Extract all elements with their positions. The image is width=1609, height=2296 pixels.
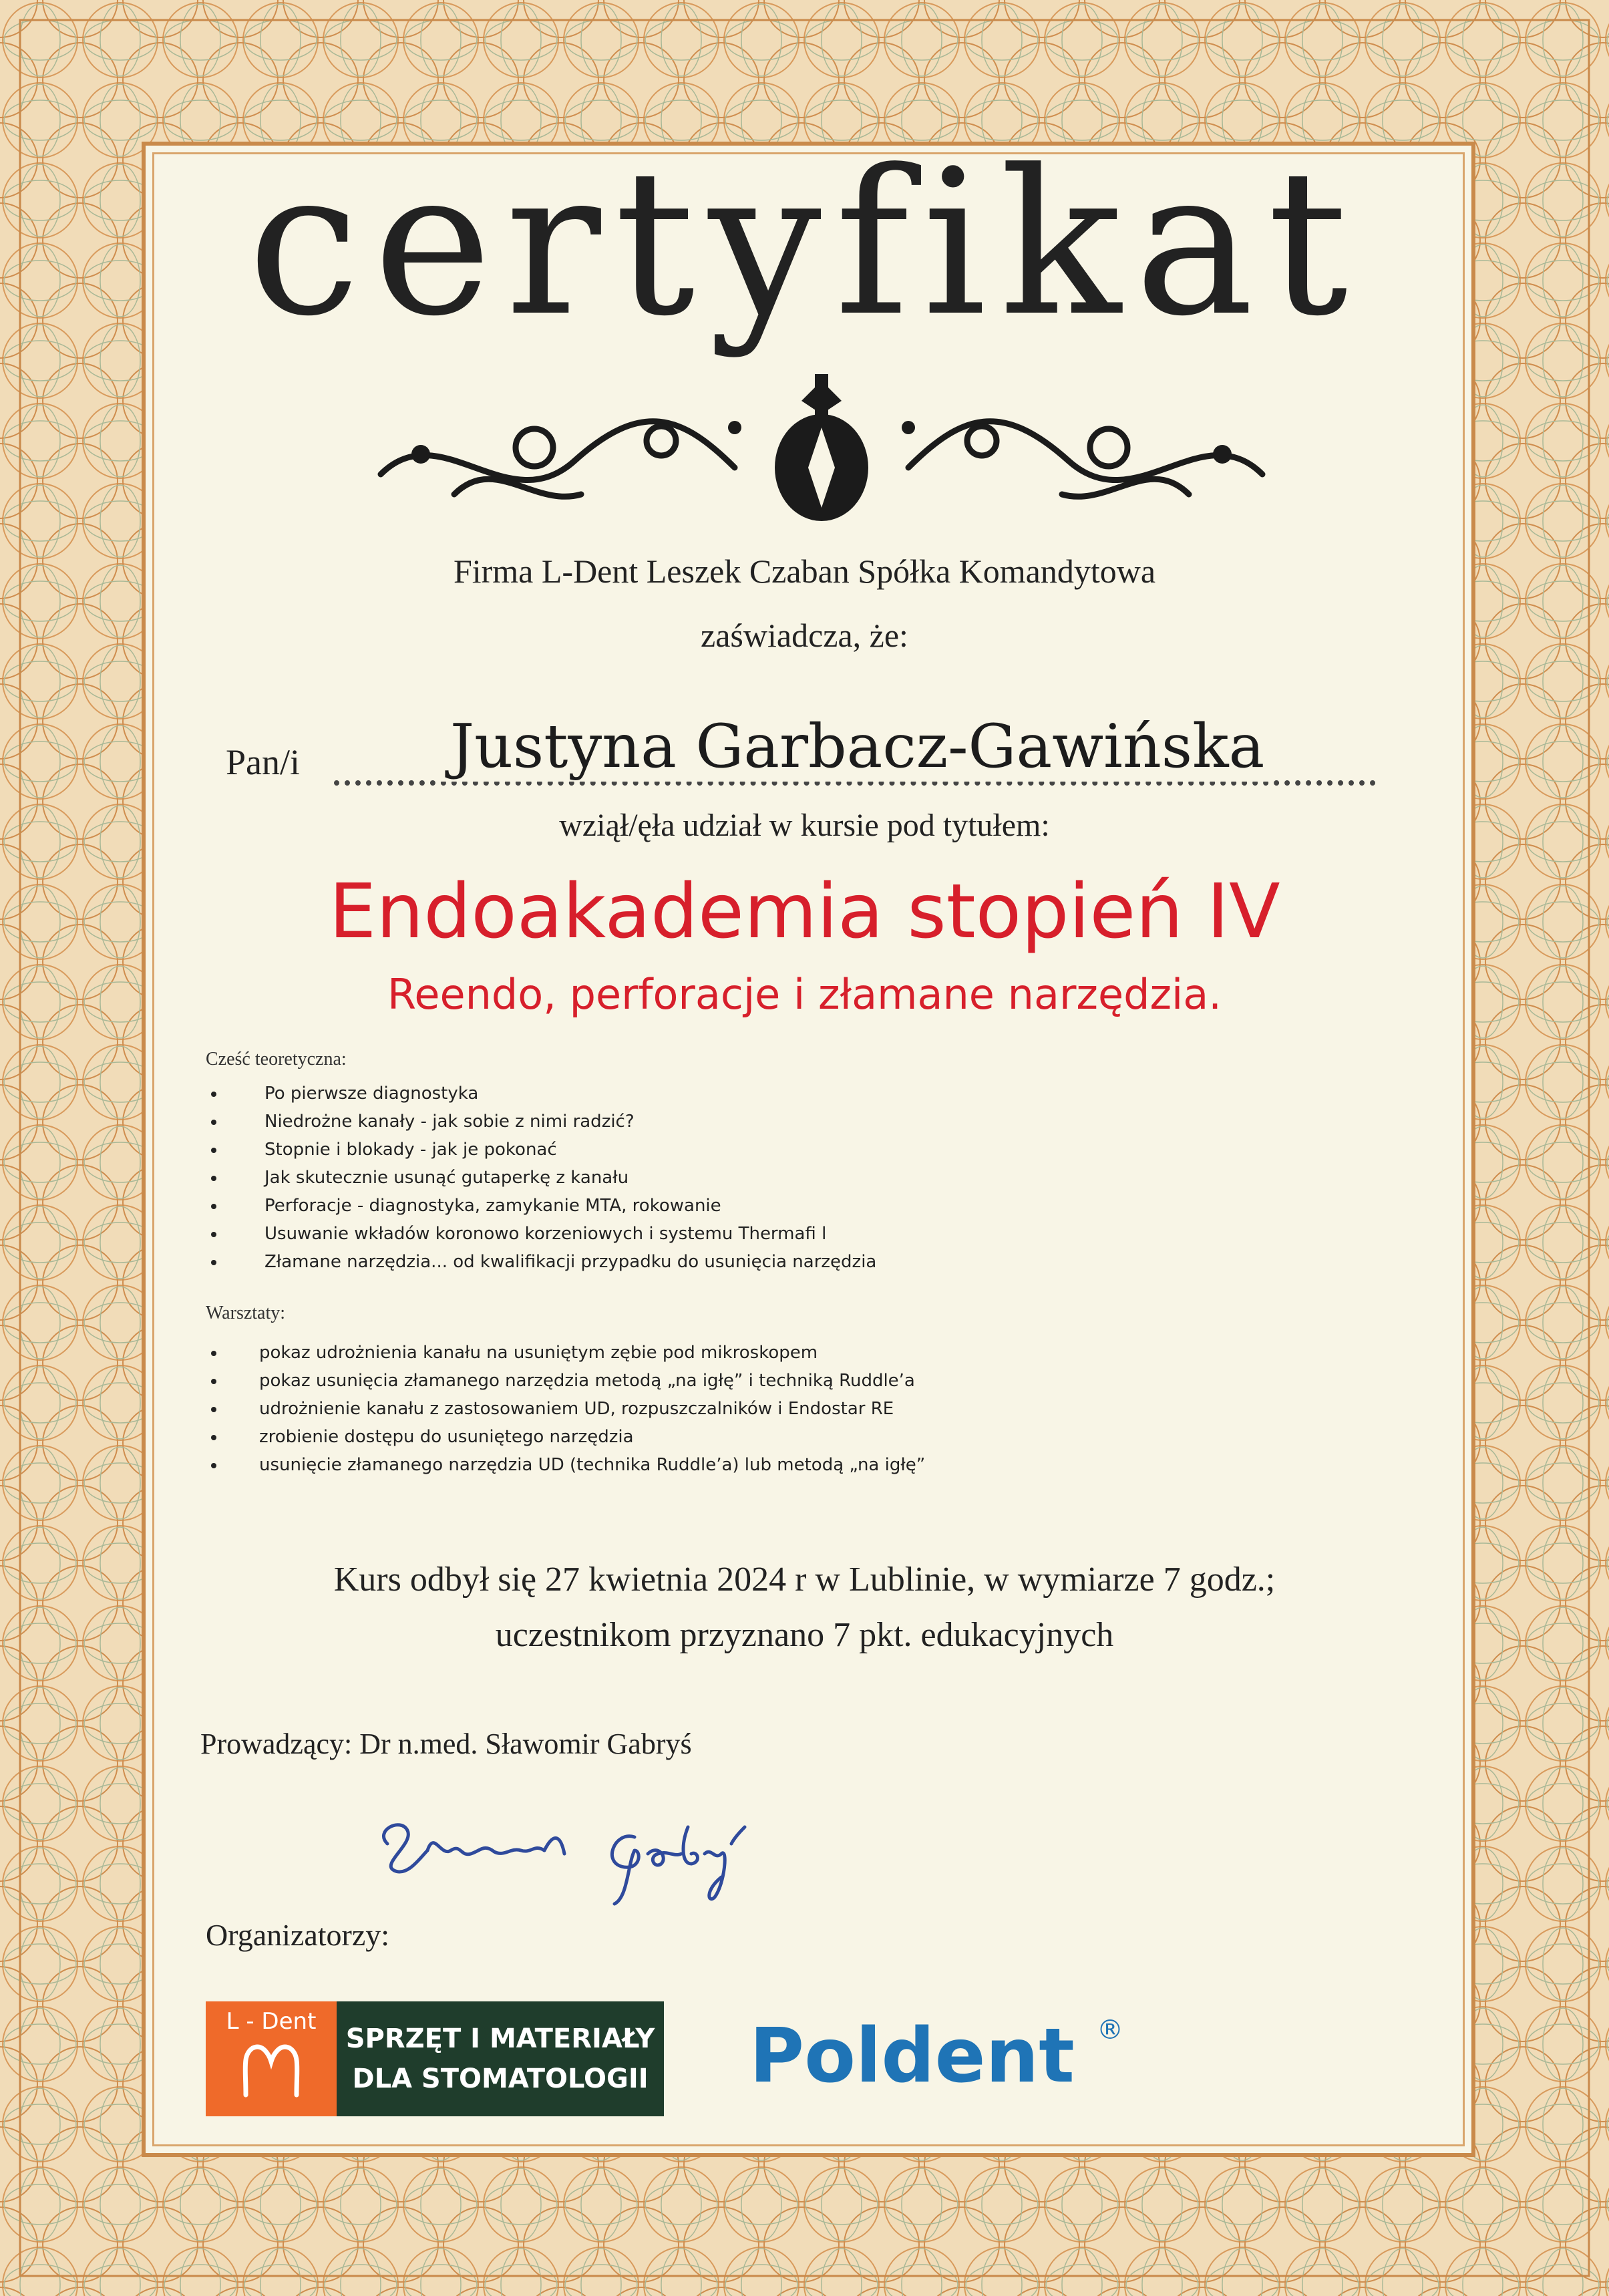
workshop-list: [206, 1339, 925, 1479]
ornament-icon: [361, 374, 1282, 528]
participated-text: wziął/ęła udział w kursie pod tytułem:: [559, 808, 1050, 843]
ldent-logo: [206, 2001, 664, 2116]
list-item: Usuwanie wkładów koronowo korzeniowych i systemu Thermafi l: [206, 1220, 876, 1248]
issuer-firm: Firma L-Dent Leszek Czaban Spółka Komandytowa: [453, 552, 1156, 590]
pan-label: Pan/i: [226, 742, 301, 782]
list-item: zrobienie dostępu do usuniętego narzędzia: [206, 1423, 925, 1451]
list-item: Niedrożne kanały - jak sobie z nimi radzić?: [206, 1108, 876, 1136]
ldent-tagline: [337, 2001, 664, 2116]
organizers-label: Organizatorzy:: [206, 1918, 390, 1952]
list-item: pokaz udrożnienia kanału na usuniętym zębie pod mikroskopem: [206, 1339, 925, 1367]
tooth-icon: [206, 2001, 337, 2116]
ldent-badge: [206, 2001, 337, 2116]
poldent-wordmark: Poldent: [749, 2013, 1075, 2094]
registered-mark: ®: [1097, 2015, 1123, 2045]
participant-name: Justyna Garbacz-Gawińska: [441, 711, 1274, 782]
poldent-logo: [749, 2007, 1123, 2094]
course-subtitle: Reendo, perforacje i złamane narzędzia.: [387, 970, 1222, 1019]
attests-text: zaświadcza, że:: [701, 617, 908, 654]
list-item: Złamane narzędzia... od kwalifikacji przypadku do usunięcia narzędzia: [206, 1248, 876, 1276]
ldent-line1: SPRZĘT I MATERIAŁY: [345, 2023, 655, 2054]
course-title: Endoakademia stopień IV: [329, 868, 1280, 955]
workshop-heading: Warsztaty:: [206, 1303, 286, 1323]
ldent-brand: L - Dent: [226, 2008, 317, 2035]
list-item: Stopnie i blokady - jak je pokonać: [206, 1136, 876, 1164]
instructor: Prowadzący: Dr n.med. Sławomir Gabryś: [200, 1728, 692, 1760]
list-item: udrożnienie kanału z zastosowaniem UD, rozpuszczalników i Endostar RE: [206, 1395, 925, 1423]
course-info-line2: uczestnikom przyznano 7 pkt. edukacyjnych: [495, 1616, 1114, 1654]
list-item: Perforacje - diagnostyka, zamykanie MTA, rokowanie: [206, 1192, 876, 1220]
certificate-title: certyfikat: [247, 127, 1362, 360]
theory-list: [206, 1080, 876, 1276]
list-item: pokaz usunięcia złamanego narzędzia metodą „na igłę” i techniką Ruddle’a: [206, 1367, 925, 1395]
handwritten-signature: [361, 1790, 815, 1924]
course-info-line1: Kurs odbył się 27 kwietnia 2024 r w Lublinie, w wymiarze 7 godz.;: [333, 1561, 1276, 1599]
theory-heading: Cześć teoretyczna:: [206, 1049, 347, 1070]
list-item: usunięcie złamanego narzędzia UD (technika Ruddle’a) lub metodą „na igłę”: [206, 1451, 925, 1479]
ldent-line2: DLA STOMATOLOGII: [352, 2064, 649, 2094]
list-item: Po pierwsze diagnostyka: [206, 1080, 876, 1108]
list-item: Jak skutecznie usunąć gutaperkę z kanału: [206, 1164, 876, 1192]
